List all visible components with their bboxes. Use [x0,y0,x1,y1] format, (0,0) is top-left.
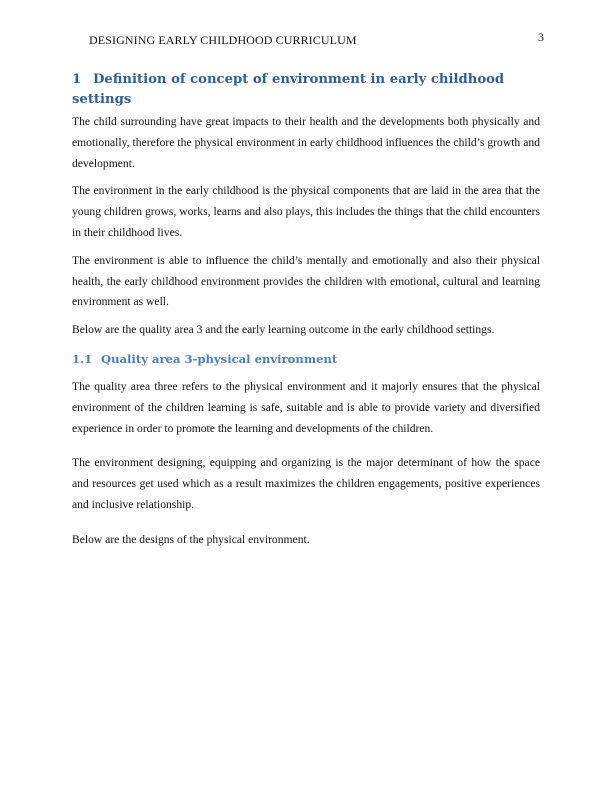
paragraph: The environment is able to influence the child’s mentally and emotionally and also their physical health, the early childhood environment provides the children with emotional, cultural and learning environment as well. [72,253,540,309]
paragraph: Below are the quality area 3 and the early learning outcome in the early childhood settings. [72,323,495,337]
section-heading [72,70,540,110]
section-number: 1 [72,72,82,87]
paragraph: The quality area three refers to the physical environment and it majorly ensures that the physical environment of the children learning is safe, suitable and is able to provide variety and diversified experience in order to promote the learning and developments of the children. [72,379,540,435]
subsection-heading [72,351,540,367]
subsection-title: Quality area 3-physical environment [101,351,338,366]
section-title: Definition of concept of environment in early childhood settings [72,72,505,107]
running-head: DESIGNING EARLY CHILDHOOD CURRICULUM [89,33,357,47]
subsection-number: 1.1 [72,351,93,366]
paragraph: The environment in the early childhood is the physical components that are laid in the area that the young children grows, works, learns and also plays, this includes the things that the child encounters in their childhood lives. [72,184,540,239]
page-number: 3 [538,30,544,44]
paragraph: The environment designing, equipping and organizing is the major determinant of how the space and resources get used which as a result maximizes the children engagements, positive experiences and inclusive relationship. [72,456,540,511]
paragraph: The child surrounding have great impacts to their health and the developments both physically and emotionally, therefore the physical environment in early childhood influences the child’s growth and development. [72,115,540,170]
paragraph: Below are the designs of the physical environment. [72,532,310,546]
page-content [72,70,540,558]
